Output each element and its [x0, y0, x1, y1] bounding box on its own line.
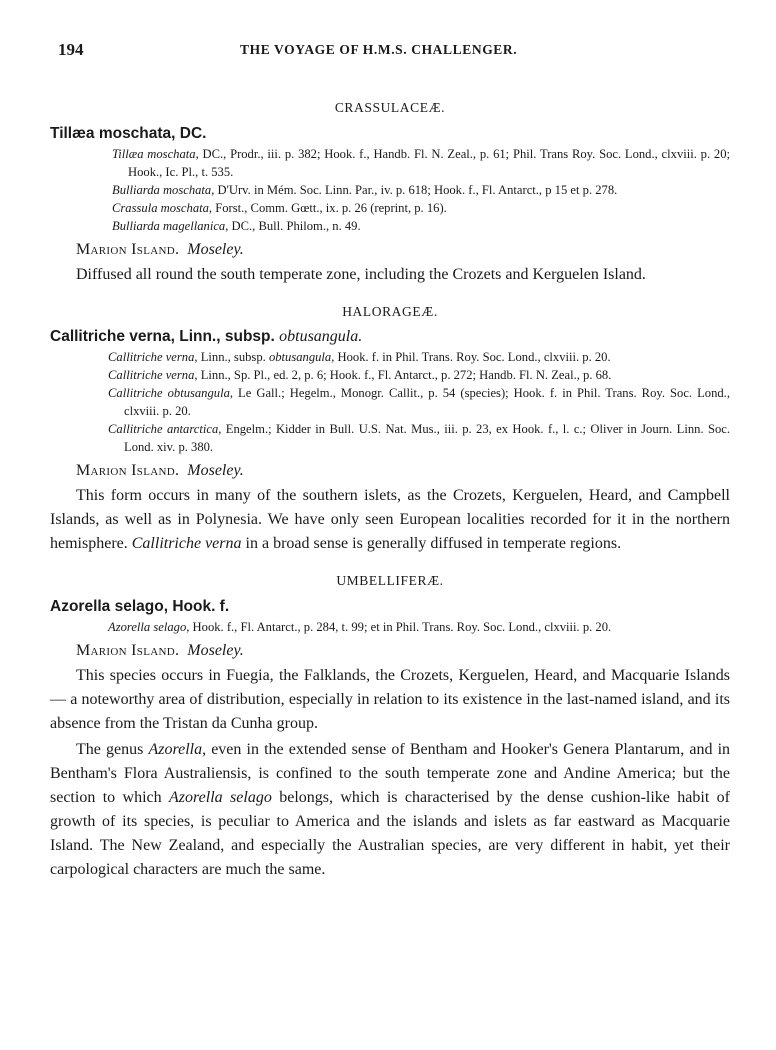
species-heading-azorella: Azorella selago, Hook. f. — [50, 598, 230, 615]
synonymy-block — [50, 618, 730, 636]
running-title: THE VOYAGE OF H.M.S. CHALLENGER. — [240, 42, 518, 57]
species-heading-callitriche: Callitriche verna, Linn., subsp. obtusangula. — [50, 328, 363, 345]
family-heading-crassulaceae: CRASSULACEÆ. — [334, 100, 446, 115]
locality-line: Marion Island. Moseley. — [76, 462, 244, 479]
synonym-entry: Crassula moschata, Forst., Comm. Gœtt., ix. p. 26 (reprint, p. 16). — [112, 201, 447, 215]
family-heading-halorageae: HALORAGEÆ. — [342, 304, 438, 319]
family-heading-umbelliferae: UMBELLIFERÆ. — [336, 573, 444, 588]
synonym-entry: Callitriche verna, Linn., Sp. Pl., ed. 2, p. 6; Hook. f., Fl. Antarct., p. 272; Handb. Fl. N. Zeal., p. 68. — [108, 368, 612, 382]
synonym-entry: Callitriche verna, Linn., subsp. obtusangula, Hook. f. in Phil. Trans. Roy. Soc. Lond., clxviii. p. 20. — [108, 350, 611, 364]
species-heading-tillaea: Tillæa moschata, DC. — [50, 125, 207, 142]
synonym-entry: Tillæa moschata, DC., Prodr., iii. p. 382; Hook. f., Handb. Fl. N. Zeal., p. 61; Phil. Trans Roy. Soc. Lond., clxviii. p. 20; Hook., Ic. Pl., t. 535. — [112, 147, 730, 179]
synonymy-block — [50, 348, 730, 456]
page — [50, 40, 730, 882]
synonym-entry: Azorella selago, Hook. f., Fl. Antarct., p. 284, t. 99; et in Phil. Trans. Roy. Soc. Lond., clxviii. p. 20. — [108, 620, 612, 634]
locality-line: Marion Island. Moseley. — [76, 642, 244, 659]
body-paragraph: Diffused all round the south temperate zone, including the Crozets and Kerguelen Island. — [76, 266, 646, 283]
locality-line: Marion Island. Moseley. — [76, 241, 244, 258]
page-number: 194 — [58, 40, 84, 59]
page-header — [50, 40, 730, 66]
synonym-entry: Callitriche antarctica, Engelm.; Kidder in Bull. U.S. Nat. Mus., iii. p. 23, ex Hook. f., l. c.; Oliver in Journ. Linn. Soc. Lond. xiv. p. 380. — [108, 422, 730, 454]
synonym-entry: Callitriche obtusangula, Le Gall.; Hegelm., Monogr. Callit., p. 54 (species); Hook. f. in Phil. Trans. Roy. Soc. Lond., clxviii. p. 20. — [108, 386, 730, 418]
body-paragraph: The genus Azorella, even in the extended sense of Bentham and Hooker's Genera Plantarum, and in Bentham's Flora Australiensis, is confined to the south temperate zone and Andine America; but the section to which Azorella selago belongs, which is characterised by the dense cushion-like habit of growth of its species, is peculiar to America and the islands and islets as far eastward as Macquarie Island. The New Zealand, and especially the Australian species, are very different in habit, yet their carpological characters are much the same. — [50, 741, 731, 878]
synonym-entry: Bulliarda magellanica, DC., Bull. Philom., n. 49. — [112, 219, 361, 233]
body-paragraph: This form occurs in many of the southern islets, as the Crozets, Kerguelen, Heard, and Campbell Islands, as well as in Polynesia. We have only seen European localities recorded for it in the northern hemisphere. Callitriche verna in a broad sense is generally diffused in temperate regions. — [50, 487, 730, 552]
synonymy-block — [50, 145, 730, 235]
body-paragraph: This species occurs in Fuegia, the Falklands, the Crozets, Kerguelen, Heard, and Macquarie Islands — a noteworthy area of distribution, especially in relation to its existence in the last-named island, and its absence from the Tristan da Cunha group. — [50, 667, 730, 732]
synonym-entry: Bulliarda moschata, D'Urv. in Mém. Soc. Linn. Par., iv. p. 618; Hook. f., Fl. Antarct., p 15 et p. 278. — [112, 183, 618, 197]
